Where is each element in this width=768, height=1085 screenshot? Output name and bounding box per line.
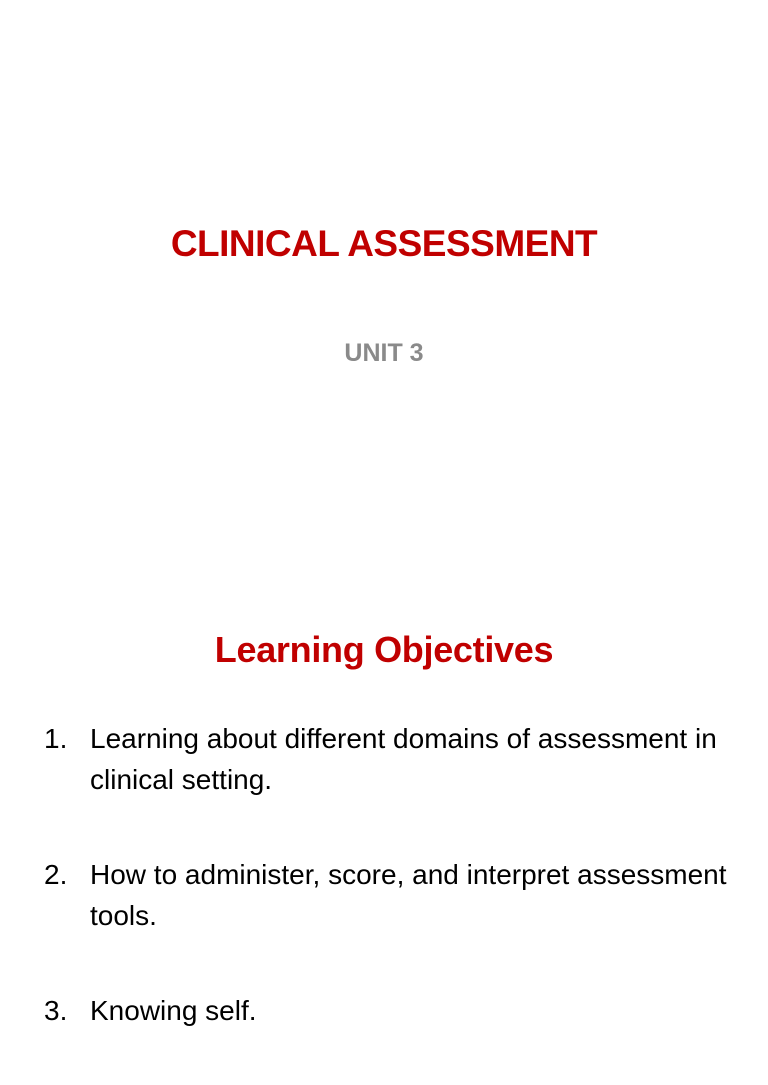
objective-number: 3. <box>44 995 68 1026</box>
objective-item <box>44 718 744 800</box>
objectives-list <box>44 718 744 1085</box>
objectives-slide <box>0 576 768 1024</box>
objective-number: 1. <box>44 723 68 754</box>
objective-text: Learning about different domains of assessment in clinical setting. <box>90 723 717 795</box>
objective-item <box>44 854 744 936</box>
objective-number: 2. <box>44 859 68 890</box>
objective-item <box>44 990 744 1031</box>
objective-text: Knowing self. <box>90 995 257 1026</box>
objective-text: How to administer, score, and interpret assessment tools. <box>90 859 727 931</box>
slide-subtitle: UNIT 3 <box>344 339 424 367</box>
slide-title: CLINICAL ASSESSMENT <box>170 223 598 264</box>
objectives-heading: Learning Objectives <box>214 629 554 670</box>
